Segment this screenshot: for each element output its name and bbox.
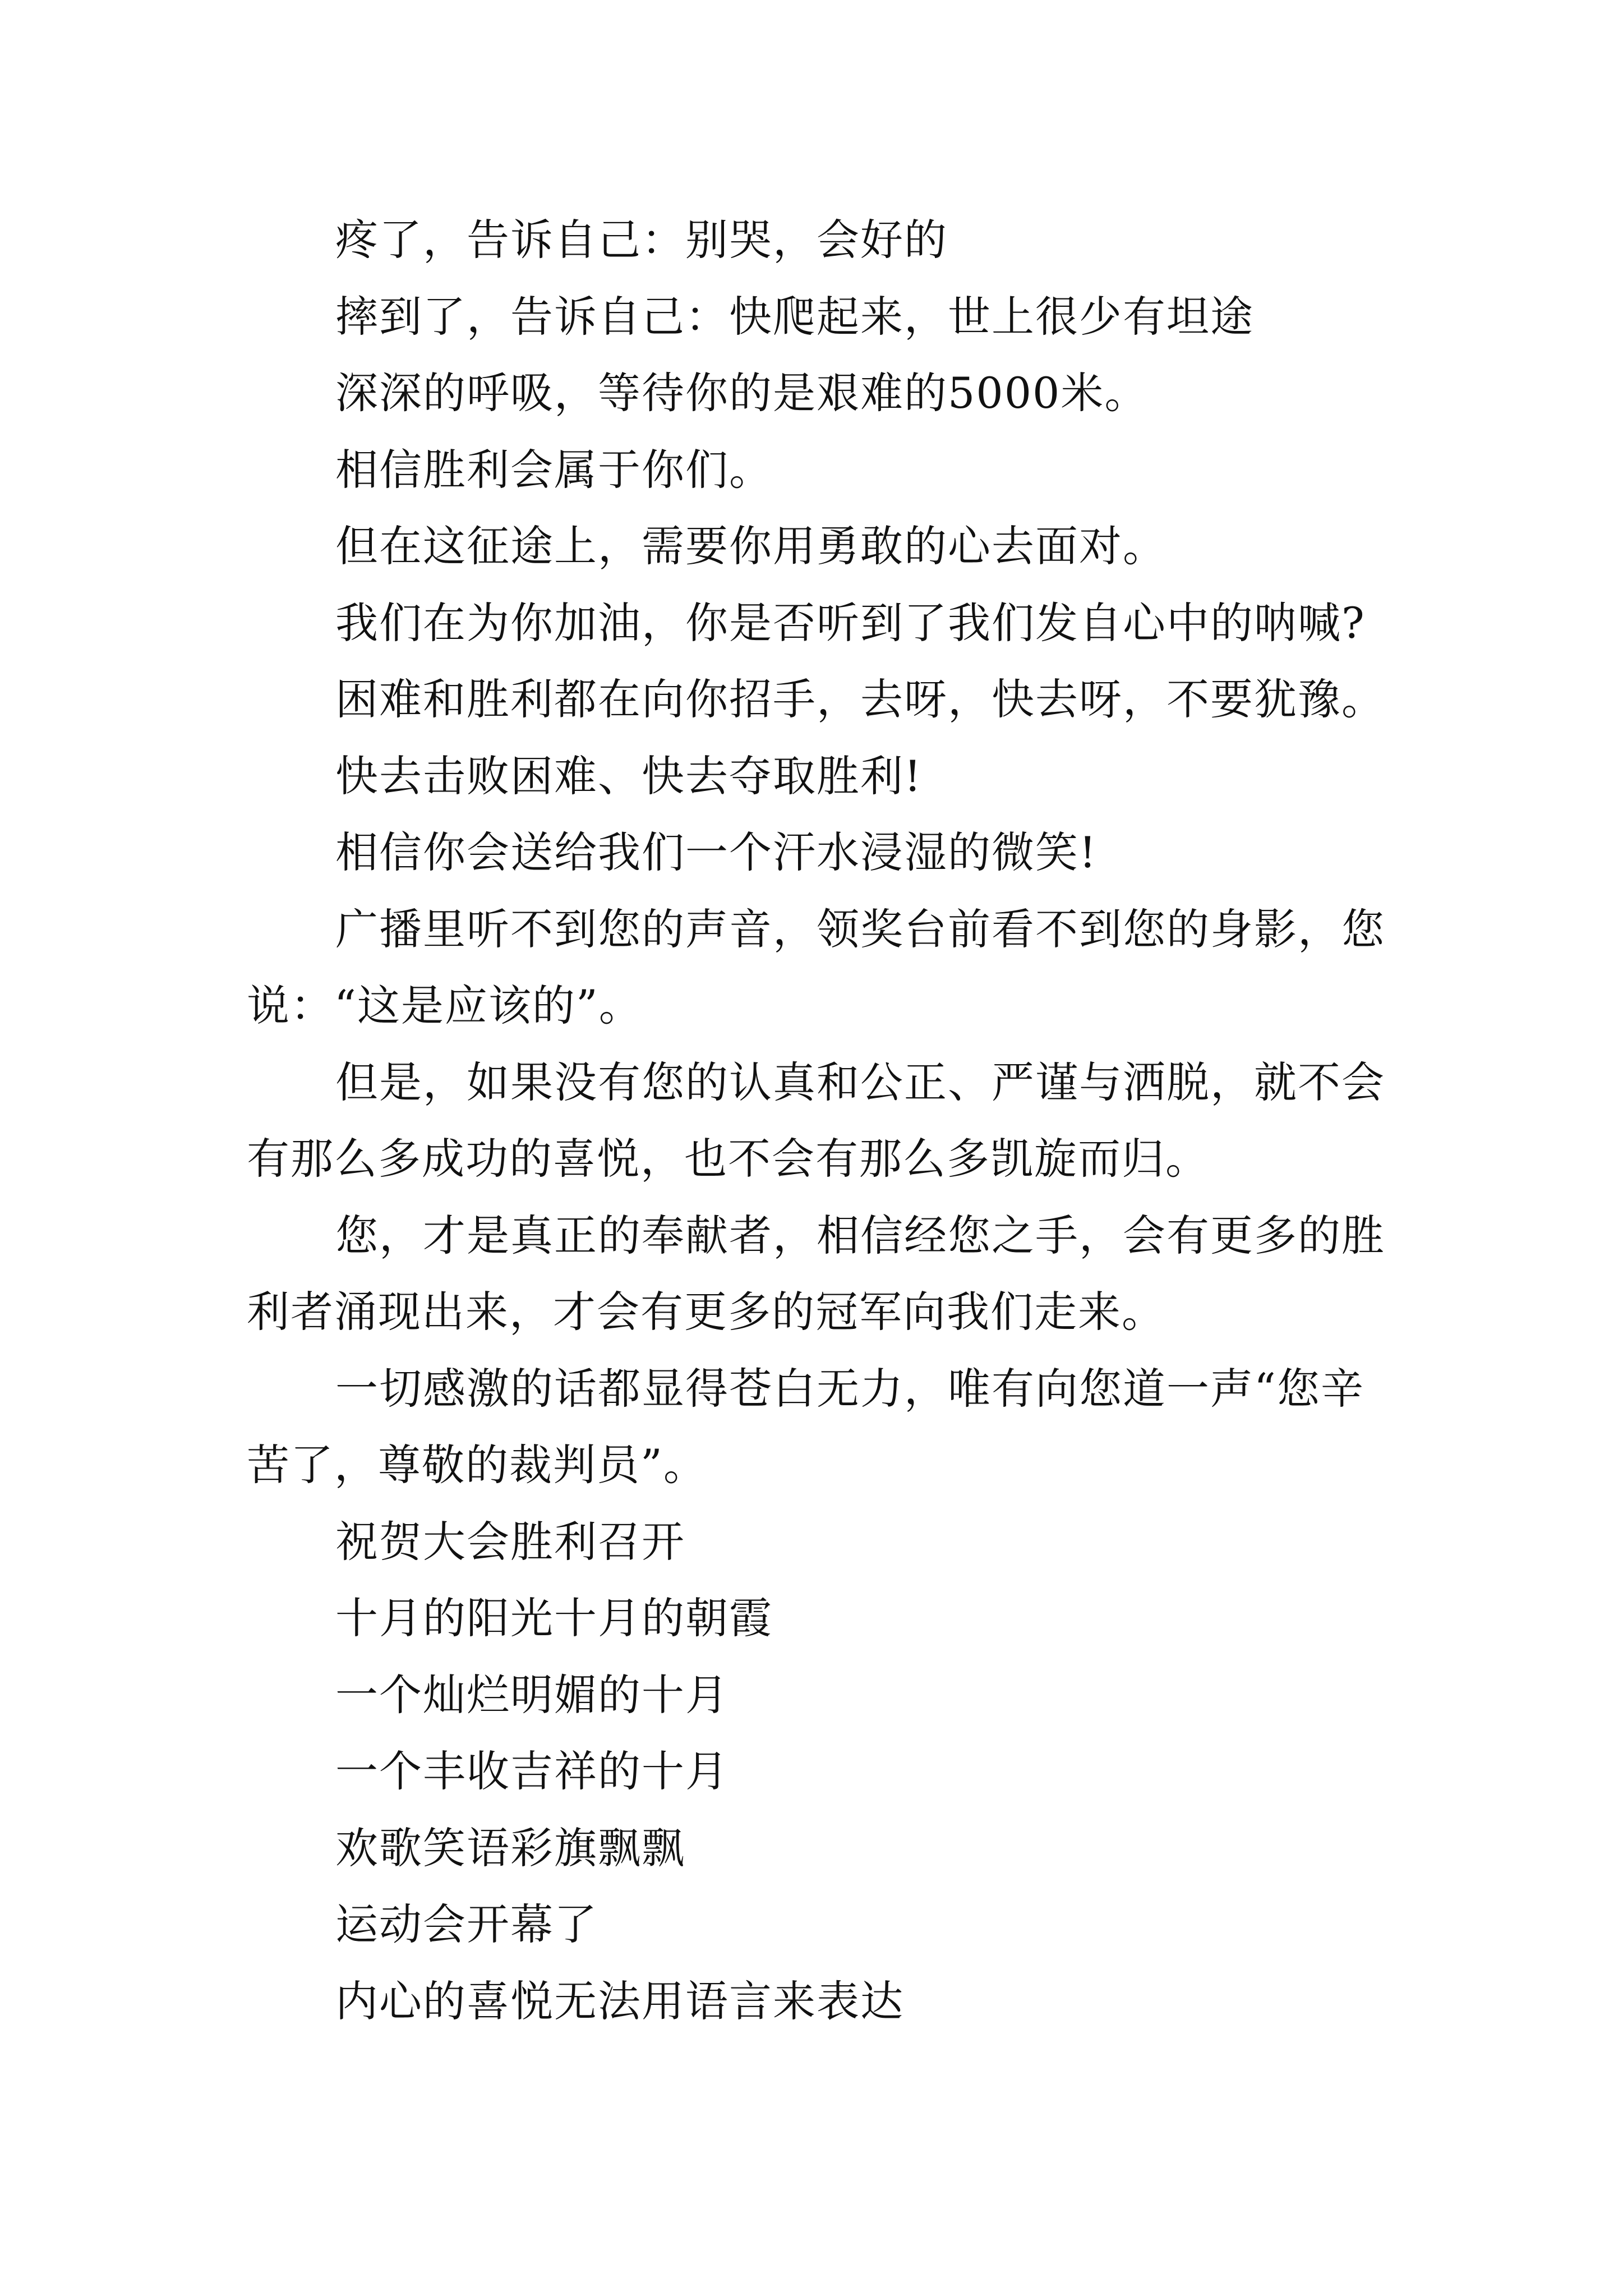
body-text bbox=[247, 202, 1385, 2040]
text-line: 相信胜利会属于你们。 bbox=[335, 444, 773, 495]
text-line: 一个丰收吉祥的十月 bbox=[335, 1746, 729, 1796]
text-line: 摔到了，告诉自己：快爬起来，世上很少有坦途 bbox=[335, 291, 1254, 342]
text-line: 疼了，告诉自己：别哭，会好的 bbox=[335, 215, 948, 265]
paragraph-line: 广播里听不到您的声音，领奖台前看不到您的身影，您 bbox=[335, 904, 1385, 954]
text-line: 深深的呼吸，等待你的是艰难的5000米。 bbox=[335, 368, 1149, 418]
paragraph-continuation: 说：“这是应该的”。 bbox=[247, 981, 643, 1030]
paragraph-continuation: 苦了，尊敬的裁判员”。 bbox=[247, 1440, 707, 1490]
text-line: 我们在为你加油，你是否听到了我们发自心中的呐喊? bbox=[335, 597, 1366, 648]
text-line: 欢歌笑语彩旗飘飘 bbox=[335, 1823, 685, 1873]
text-line: 快去击败困难、快去夺取胜利! bbox=[335, 751, 923, 801]
paragraph-line: 一切感激的话都显得苍白无力，唯有向您道一声“您辛 bbox=[335, 1363, 1364, 1414]
paragraph-continuation: 利者涌现出来，才会有更多的冠军向我们走来。 bbox=[247, 1287, 1165, 1337]
text-line: 内心的喜悦无法用语言来表达 bbox=[335, 1976, 904, 2026]
paragraph-line: 您，才是真正的奉献者，相信经您之手，会有更多的胜 bbox=[335, 1210, 1385, 1260]
text-line: 运动会开幕了 bbox=[335, 1899, 598, 1949]
paragraph-continuation: 有那么多成功的喜悦，也不会有那么多凯旋而归。 bbox=[247, 1134, 1209, 1184]
text-line: 一个灿烂明媚的十月 bbox=[335, 1669, 729, 1720]
text-line: 困难和胜利都在向你招手，去呀，快去呀，不要犹豫。 bbox=[335, 674, 1385, 724]
text-line: 相信你会送给我们一个汗水浸湿的微笑! bbox=[335, 827, 1098, 877]
text-line: 十月的阳光十月的朝霞 bbox=[335, 1593, 773, 1643]
text-line: 祝贺大会胜利召开 bbox=[335, 1516, 685, 1567]
paragraph-line: 但是，如果没有您的认真和公正、严谨与洒脱，就不会 bbox=[335, 1057, 1385, 1107]
text-line: 但在这征途上，需要你用勇敢的心去面对。 bbox=[335, 521, 1166, 571]
